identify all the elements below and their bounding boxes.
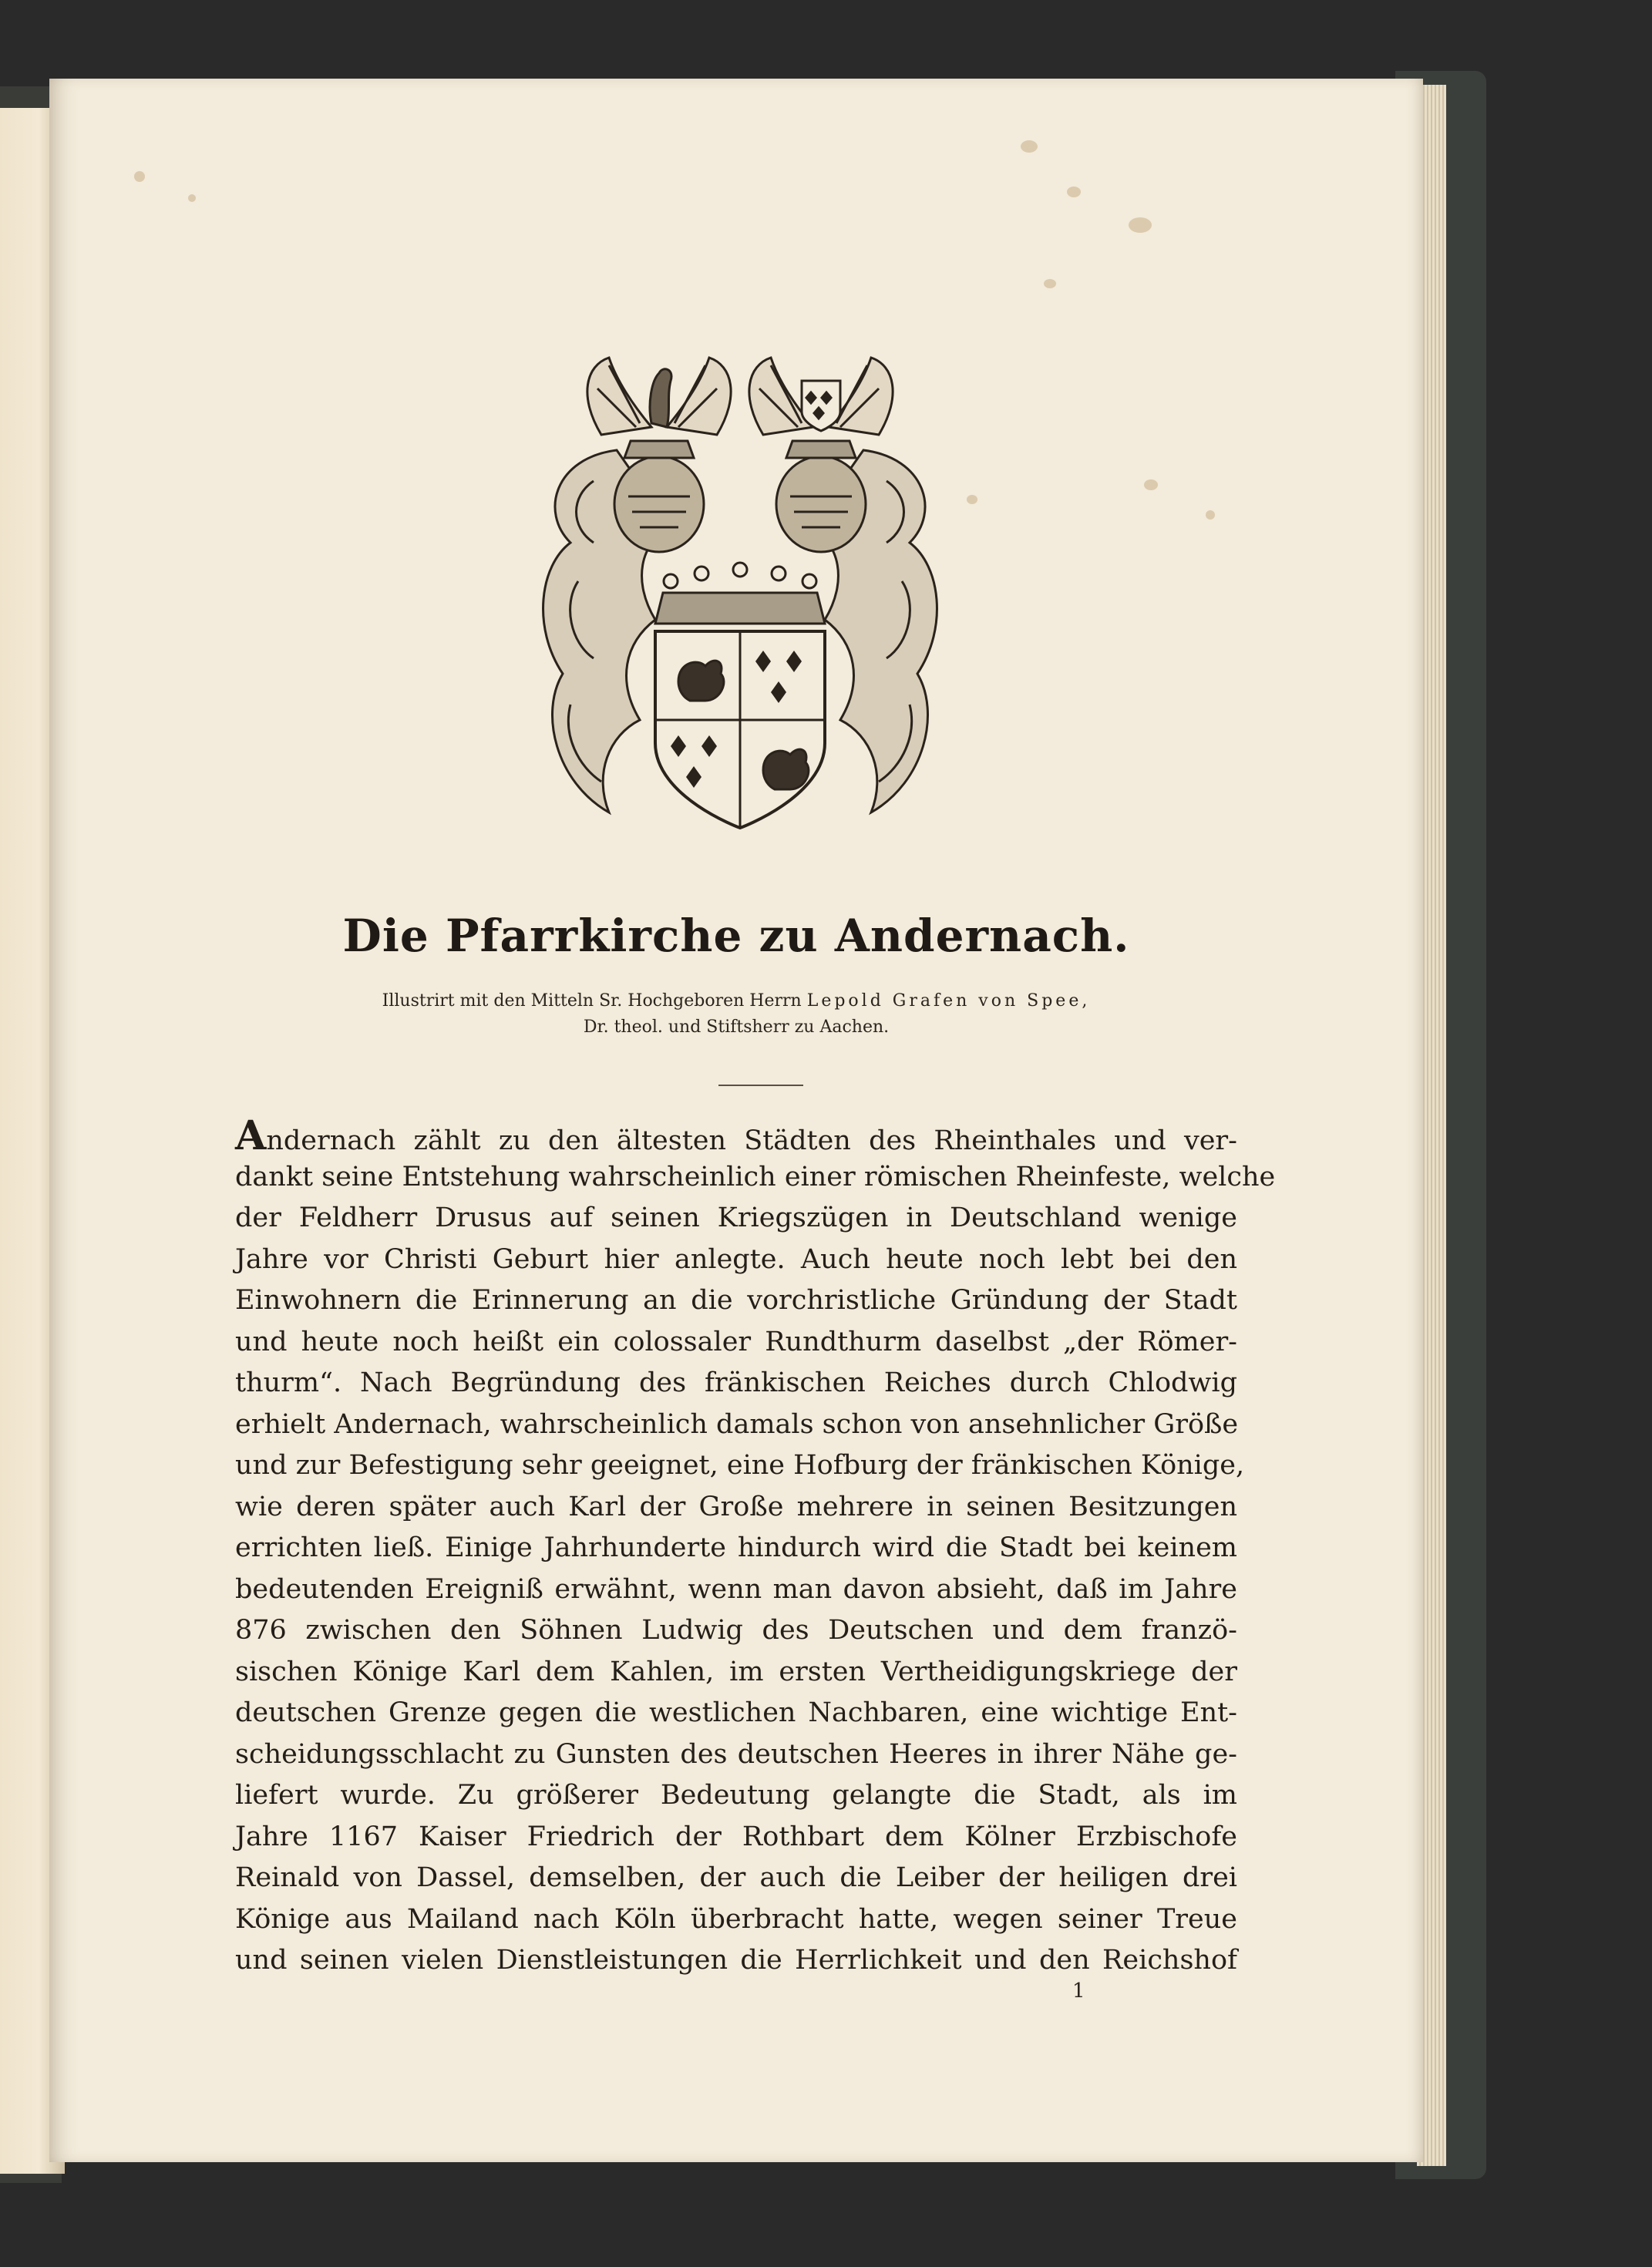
subtitle-line-1-b: Lepold Grafen von Spee,	[806, 991, 1091, 1011]
body-line: thurm“. Nach Begründung des fränkischen Reiches durch Chlodwig	[235, 1367, 1237, 1398]
body-line: 876 zwischen den Söhnen Ludwig des Deutschen und dem franzö-	[235, 1615, 1237, 1646]
foxing-spot	[1067, 187, 1081, 197]
body-line: Jahre vor Christi Geburt hier anlegte. Auch heute noch lebt bei den	[235, 1243, 1237, 1275]
body-line: bedeutenden Ereigniß erwähnt, wenn man davon absieht, daß im Jahre	[235, 1573, 1237, 1605]
foxing-spot	[1144, 479, 1158, 490]
page-title: Die Pfarrkirche zu Andernach.	[342, 910, 1130, 962]
body-line: Reinald von Dassel, demselben, der auch die Leiber der heiligen drei	[235, 1862, 1237, 1893]
foxing-spot	[1206, 510, 1215, 520]
foxing-spot	[188, 194, 196, 202]
body-line: wie deren später auch Karl der Große mehrere in seinen Besitzungen	[235, 1491, 1237, 1522]
subtitle	[49, 988, 1423, 1041]
body-line: deutschen Grenze gegen die westlichen Nachbaren, eine wichtige Ent-	[235, 1697, 1237, 1728]
book-page	[49, 79, 1423, 2162]
divider-rule	[718, 1085, 803, 1086]
body-line: und seinen vielen Dienstleistungen die Herrlichkeit und den Reichshof	[235, 1945, 1237, 1976]
body-line: Andernach zählt zu den ältesten Städten des Rheinthales und ver-	[235, 1112, 1237, 1159]
subtitle-line-1	[49, 988, 1423, 1014]
foxing-spot	[134, 171, 145, 182]
body-line: sischen Könige Karl dem Kahlen, im ersten Vertheidigungskriege der	[235, 1656, 1237, 1687]
body-line: dankt seine Entstehung wahrscheinlich einer römischen Rheinfeste, welche	[235, 1161, 1276, 1192]
body-line: scheidungsschlacht zu Gunsten des deutschen Heeres in ihrer Nähe ge-	[235, 1738, 1237, 1770]
body-line: Könige aus Mailand nach Köln überbracht hatte, wegen seiner Treue	[235, 1903, 1237, 1935]
foxing-spot	[1129, 217, 1152, 233]
foxing-spot	[1021, 140, 1038, 153]
body-line: erhielt Andernach, wahrscheinlich damals schon von ansehnlicher Größe	[235, 1408, 1239, 1440]
page-number: 1	[1072, 1979, 1085, 2003]
body-paragraph	[235, 1112, 1276, 1982]
body-line: und zur Befestigung sehr geeignet, eine Hofburg der fränkischen Könige,	[235, 1450, 1245, 1481]
body-line: Jahre 1167 Kaiser Friedrich der Rothbart dem Kölner Erzbischofe	[235, 1821, 1237, 1852]
body-line: Einwohnern die Erinnerung an die vorchristliche Gründung der Stadt	[235, 1285, 1237, 1316]
coat-of-arms-icon	[524, 350, 956, 855]
body-line: liefert wurde. Zu größerer Bedeutung gelangte die Stadt, als im	[235, 1780, 1237, 1811]
subtitle-line-1-a: Illustrirt mit den Mitteln Sr. Hochgeboren Herrn	[382, 991, 807, 1011]
body-line: errichten ließ. Einige Jahrhunderte hindurch wird die Stadt bei keinem	[235, 1532, 1237, 1563]
foxing-spot	[1044, 279, 1056, 288]
body-line: und heute noch heißt ein colossaler Rundthurm daselbst „der Römer-	[235, 1326, 1237, 1357]
body-line: der Feldherr Drusus auf seinen Kriegszügen in Deutschland wenige	[235, 1202, 1237, 1233]
foxing-spot	[967, 495, 977, 504]
subtitle-line-2: Dr. theol. und Stiftsherr zu Aachen.	[583, 1017, 890, 1037]
